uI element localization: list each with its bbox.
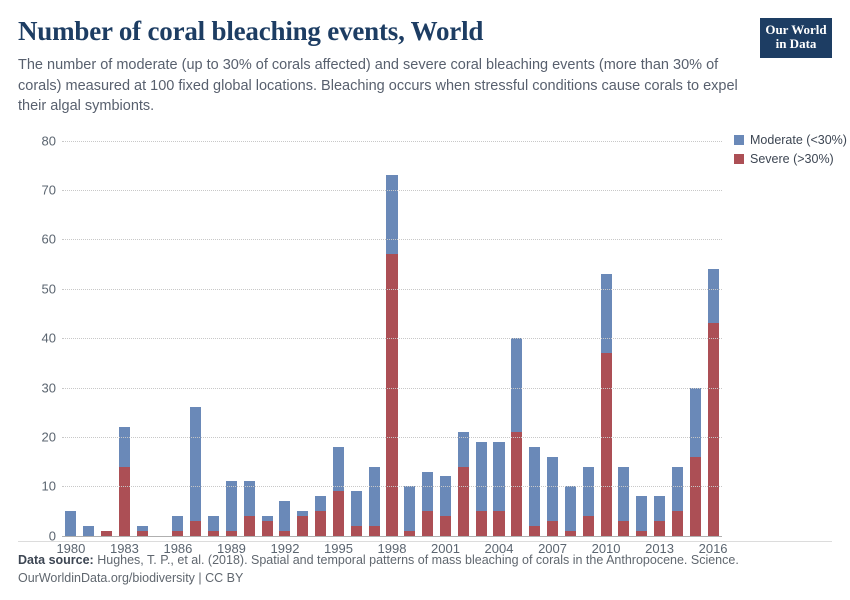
bar-column[interactable] (208, 516, 219, 536)
bar-segment-moderate (601, 274, 612, 353)
gridline (62, 388, 722, 389)
gridline (62, 289, 722, 290)
x-axis-tick-label: 1983 (109, 540, 139, 556)
bar-column[interactable] (279, 501, 290, 536)
bar-segment-moderate (369, 467, 380, 526)
bar-segment-severe (476, 511, 487, 536)
bar-segment-moderate (708, 269, 719, 323)
bar-segment-moderate (208, 516, 219, 531)
data-source-text: Hughes, T. P., et al. (2018). Spatial and temporal patterns of mass bleaching of corals in the Anthropocene. Science. (97, 552, 739, 567)
x-axis-tick-label: 1989 (216, 540, 246, 556)
logo-line-2: in Data (775, 35, 817, 51)
bar-column[interactable] (618, 467, 629, 536)
bar-segment-moderate (654, 496, 665, 521)
bar-segment-severe (244, 516, 255, 536)
bar-segment-moderate (262, 516, 273, 521)
y-axis-tick-label: 0 (48, 528, 56, 544)
page-title: Number of coral bleaching events, World (18, 16, 484, 46)
x-axis-tick-label: 1995 (324, 540, 353, 556)
bar-segment-moderate (279, 501, 290, 531)
bar-segment-severe (601, 353, 612, 536)
x-axis-tick-label: 2007 (538, 540, 567, 556)
bar-segment-severe (119, 467, 130, 536)
y-axis-tick-label: 10 (41, 478, 56, 494)
bar-segment-severe (583, 516, 594, 536)
chart-canvas (18, 132, 847, 556)
bar-segment-moderate (315, 496, 326, 511)
y-axis-tick-label: 30 (41, 380, 56, 396)
chart-footer (18, 541, 832, 589)
bar-column[interactable] (476, 442, 487, 536)
bar-segment-moderate (65, 511, 76, 536)
bar-segment-moderate (404, 486, 415, 530)
legend-label: Moderate (<30%) (750, 132, 847, 147)
bar-column[interactable] (226, 481, 237, 535)
bar-column[interactable] (690, 388, 701, 536)
license-line[interactable]: OurWorldinData.org/biodiversity | CC BY (18, 571, 244, 586)
gridline (62, 338, 722, 339)
bar-column[interactable] (636, 496, 647, 536)
plot-area (62, 141, 722, 536)
bar-segment-moderate (137, 526, 148, 531)
bar-column[interactable] (262, 516, 273, 536)
bar-column[interactable] (672, 467, 683, 536)
bar-column[interactable] (244, 481, 255, 535)
bar-column[interactable] (83, 526, 94, 536)
bar-segment-moderate (618, 467, 629, 521)
bar-segment-moderate (672, 467, 683, 511)
chart-legend (734, 133, 850, 171)
legend-swatch (734, 154, 744, 164)
x-axis-line (62, 536, 722, 537)
bar-segment-moderate (583, 467, 594, 516)
bar-column[interactable] (386, 175, 397, 535)
bar-column[interactable] (297, 511, 308, 536)
bar-segment-severe (493, 511, 504, 536)
bar-segment-moderate (493, 442, 504, 511)
bar-segment-moderate (83, 526, 94, 536)
bar-column[interactable] (422, 472, 433, 536)
gridline (62, 486, 722, 487)
bar-segment-moderate (190, 407, 201, 521)
bar-segment-moderate (226, 481, 237, 530)
gridline (62, 141, 722, 142)
x-axis-tick-label: 2001 (431, 540, 460, 556)
x-axis-tick-label: 1998 (377, 540, 407, 556)
bar-segment-severe (190, 521, 201, 536)
chart-header (18, 16, 832, 117)
y-axis-tick-label: 80 (41, 133, 56, 149)
bar-segment-moderate (386, 175, 397, 254)
bar-segment-moderate (511, 338, 522, 432)
bar-segment-moderate (333, 447, 344, 491)
bar-segment-moderate (172, 516, 183, 531)
x-axis-tick-label: 1980 (56, 540, 86, 556)
bar-segment-moderate (476, 442, 487, 511)
y-axis-tick-label: 70 (41, 182, 56, 198)
bar-column[interactable] (119, 427, 130, 536)
bar-segment-severe (315, 511, 326, 536)
bar-column[interactable] (440, 476, 451, 535)
bar-segment-severe (369, 526, 380, 536)
bar-segment-severe (297, 516, 308, 536)
gridline (62, 239, 722, 240)
bar-segment-severe (262, 521, 273, 536)
bar-column[interactable] (601, 274, 612, 536)
bar-column[interactable] (404, 486, 415, 535)
bar-column[interactable] (137, 526, 148, 536)
bar-segment-moderate (422, 472, 433, 512)
y-axis-tick-label: 20 (41, 429, 56, 445)
x-axis-tick-label: 2016 (698, 540, 728, 556)
bar-segment-severe (618, 521, 629, 536)
bar-segment-severe (547, 521, 558, 536)
legend-item[interactable] (734, 133, 850, 147)
legend-item[interactable] (734, 152, 850, 166)
bar-segment-severe (672, 511, 683, 536)
bar-column[interactable] (529, 447, 540, 536)
bar-segment-severe (458, 467, 469, 536)
bar-column[interactable] (547, 457, 558, 536)
x-axis-tick-label: 1986 (163, 540, 193, 556)
bar-column[interactable] (583, 467, 594, 536)
bar-segment-moderate (351, 491, 362, 526)
bar-segment-severe (386, 254, 397, 535)
y-axis-tick-label: 60 (41, 231, 56, 247)
bar-column[interactable] (458, 432, 469, 536)
legend-label: Severe (>30%) (750, 151, 834, 166)
data-source-line (18, 551, 832, 570)
bar-segment-severe (422, 511, 433, 536)
bar-segment-severe (333, 491, 344, 535)
bar-column[interactable] (493, 442, 504, 536)
bar-column[interactable] (333, 447, 344, 536)
x-axis-tick-label: 2013 (645, 540, 675, 556)
x-axis-tick-label: 2010 (591, 540, 621, 556)
gridline (62, 190, 722, 191)
data-source-label: Data source: (18, 552, 94, 567)
bar-segment-moderate (119, 427, 130, 467)
bar-segment-severe (690, 457, 701, 536)
bar-segment-moderate (636, 496, 647, 531)
bar-column[interactable] (190, 407, 201, 535)
bar-segment-moderate (440, 476, 451, 516)
bar-segment-severe (511, 432, 522, 536)
bar-segment-severe (529, 526, 540, 536)
y-axis-tick-label: 40 (41, 330, 56, 346)
bar-column[interactable] (351, 491, 362, 535)
bar-segment-severe (708, 323, 719, 535)
our-world-in-data-logo[interactable] (760, 18, 832, 58)
bar-segment-moderate (565, 486, 576, 530)
bar-segment-severe (654, 521, 665, 536)
bar-segment-severe (351, 526, 362, 536)
bar-column[interactable] (65, 511, 76, 536)
bar-column[interactable] (565, 486, 576, 535)
legend-swatch (734, 135, 744, 145)
gridline (62, 437, 722, 438)
bar-column[interactable] (369, 467, 380, 536)
bar-segment-moderate (297, 511, 308, 516)
bar-column[interactable] (315, 496, 326, 536)
bar-segment-moderate (690, 388, 701, 457)
chart-subtitle: The number of moderate (up to 30% of corals affected) and severe coral bleaching events (more than 30% of corals) measured at 100 fixed global locations. Bleaching occurs when stressful conditions cause corals to expel their algal symbionts. (18, 57, 738, 115)
bar-segment-moderate (547, 457, 558, 521)
bar-column[interactable] (708, 269, 719, 536)
y-axis-tick-label: 50 (41, 281, 56, 297)
x-axis-tick-label: 1992 (270, 540, 300, 556)
bar-column[interactable] (654, 496, 665, 536)
bar-column[interactable] (172, 516, 183, 536)
logo-line-1: Our World (765, 22, 827, 37)
bar-segment-severe (440, 516, 451, 536)
x-axis-tick-label: 2004 (484, 540, 514, 556)
y-axis (18, 133, 56, 544)
